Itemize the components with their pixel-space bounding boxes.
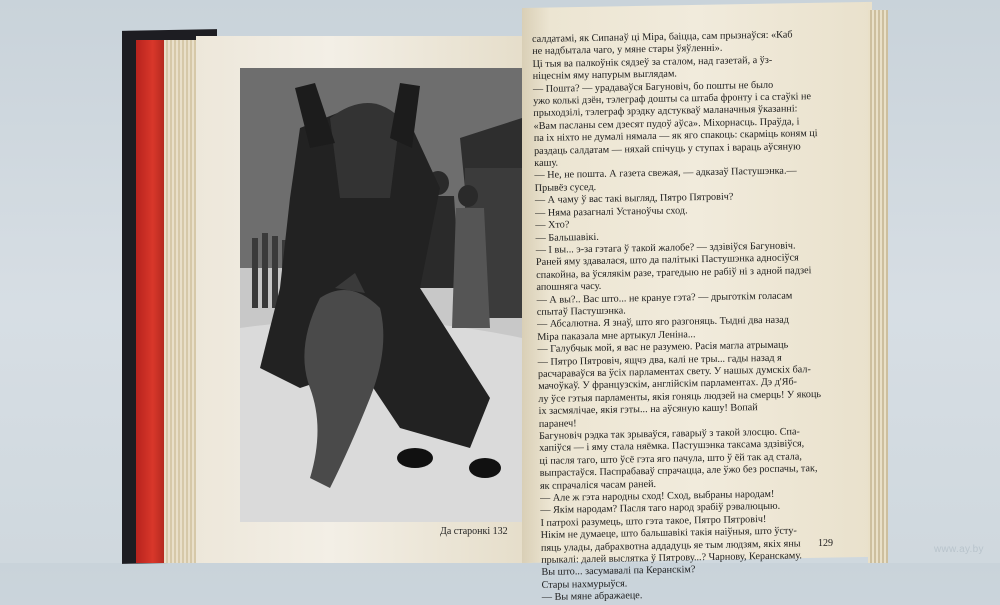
text-line: — Якім народам? Пасля таго народ зрабіў рэвалюцыю. <box>540 501 781 517</box>
text-line: мачоўкаў. У французскім, англійскім парламентах. Дэ д'Яб- <box>538 376 798 393</box>
text-line: расчараваўся ва ўсіх парламентах свету. У нашых думскіх бал- <box>537 364 811 380</box>
text-line: — Няма разагналі Устаноўчы сход. <box>535 204 688 219</box>
text-line: салдатамі, як Сипанаў ці Міра, баіцца, сам прызнаўся: «Каб <box>532 29 793 45</box>
text-line: ужо колькі дзён, тэлеграф дошты са штаба фронту і са стаўкі не <box>533 91 812 108</box>
text-line: — Пятро Пятровіч, ящчэ два, калі не тры... гады назад я <box>537 352 782 368</box>
text-line: лу ўсе гэтыя парламенты, якія гоняць людзей на смерць! У якоць <box>538 388 822 405</box>
text-line: — І вы... э-за гэтага ў такой жалобе? — здзівіўся Багуновіч. <box>535 240 796 256</box>
text-line: ніцеснім яму напурым выглядам. <box>532 68 678 83</box>
text-line: — Хто? <box>535 219 570 232</box>
text-line: па іх ніхто не думалі нямала — як яго спакоць: скарміць коням ці <box>533 128 818 145</box>
text-line: раздаць салдатам — няхай спічуць у ступах і вараць аўсяную <box>533 140 801 157</box>
text-line: спытаў Пастушэнка. <box>536 305 626 318</box>
page-number: 129 <box>818 538 833 549</box>
text-line: прыкалі: далей выслятка ў Пятрову...? Чарнову, Керанскаму. <box>541 550 803 566</box>
text-line: апошняга часу. <box>536 280 602 294</box>
right-page-edges <box>868 10 888 563</box>
text-line: паранеч! <box>538 417 577 430</box>
text-line: спакойна, ва ўсялякім разе, трагедыю не рабіў ні з адной падзеі <box>536 264 812 281</box>
text-line: Стары нахмурыўся. <box>541 578 628 591</box>
text-line: пяць улады, дабрахвотна аддадуць яе тым людзям, якіх яны <box>540 538 801 554</box>
text-line: хапіўся — і яму стала няёмка. Пастушэнка таксама здзівіўся, <box>539 438 805 455</box>
watermark: www.ay.by <box>934 544 984 555</box>
text-line: Вы што... засумавалі па Керанскім? <box>541 564 696 579</box>
text-line: як спрачаліся часам раней. <box>539 478 657 492</box>
cover-red-strip <box>136 40 164 563</box>
text-line: — А чаму ў вас такі выгляд, Пятро Пятровіч? <box>534 191 734 207</box>
text-line: — Не, не пошта. А газета свежая, — адказаў Пастушэнка.— <box>534 165 797 182</box>
text-line: — А вы?.. Вас што... не крануе гэта? — дрыготкім голасам <box>536 290 793 306</box>
text-line: Міра паказала мне артыкул Леніна... <box>537 328 696 343</box>
text-line: ці пасля таго, што ўсё гэта яго пачула, што ў ёй так ад стала, <box>539 451 803 467</box>
text-line: кашу. <box>534 157 559 170</box>
text-line: Прывёз сусед. <box>534 181 597 194</box>
text-line: І патрохі разумець, што гэта такое, Пятро Пятровіч! <box>540 513 767 529</box>
book-illustration <box>240 68 522 522</box>
text-line: — Але ж гэта народны сход! Сход, выбраны народам! <box>540 488 775 504</box>
text-line: — Галубчык мой, я вас не разумею. Расія магла атрымаць <box>537 339 789 356</box>
text-line: Нікім не думаеце, што бальшавікі такія наіўныя, што ўсту- <box>540 525 797 542</box>
text-line: — Пошта? — урадаваўся Багуновіч, бо пошты не было <box>532 79 774 95</box>
text-line: Багуновіч рэдка так зрываўся, гаварыў з такой злосцю. Спа- <box>538 426 800 442</box>
illustration-drawing <box>240 68 522 522</box>
text-line: — Абсалютна. Я знаў, што яго разгоняць. Тыдні два назад <box>536 314 789 331</box>
text-line: іх засмялічае, якія гэты... на аўсяную кашу! Вопай <box>538 402 758 418</box>
text-line: — Вы мяне абражаеце. <box>541 590 643 604</box>
text-line: «Вам пасланы сем дзесят пудоў аўса». Міхорнасць. Праўда, і <box>533 116 800 132</box>
text-line: Ці тыя ва палкоўнік сядзеў за сталом, над газетай, а ўз- <box>532 54 773 70</box>
text-line: Раней яму здавалася, што да палітыкі Пастушэнка адносіўся <box>535 252 799 269</box>
text-line: выпрастаўся. Паспрабаваў спрачацца, але ўжо без роспачы, так, <box>539 463 818 480</box>
illustration-caption: Да старонкі 132 <box>440 526 508 537</box>
text-line: не надбытала чаго, у мяне стары ўяўленні». <box>532 43 723 58</box>
text-line: — Бальшавікі. <box>535 231 599 244</box>
text-line: прыходзілі, тэлеграф зрэдку адстукваў маланачныя ўказанні: <box>533 103 798 120</box>
